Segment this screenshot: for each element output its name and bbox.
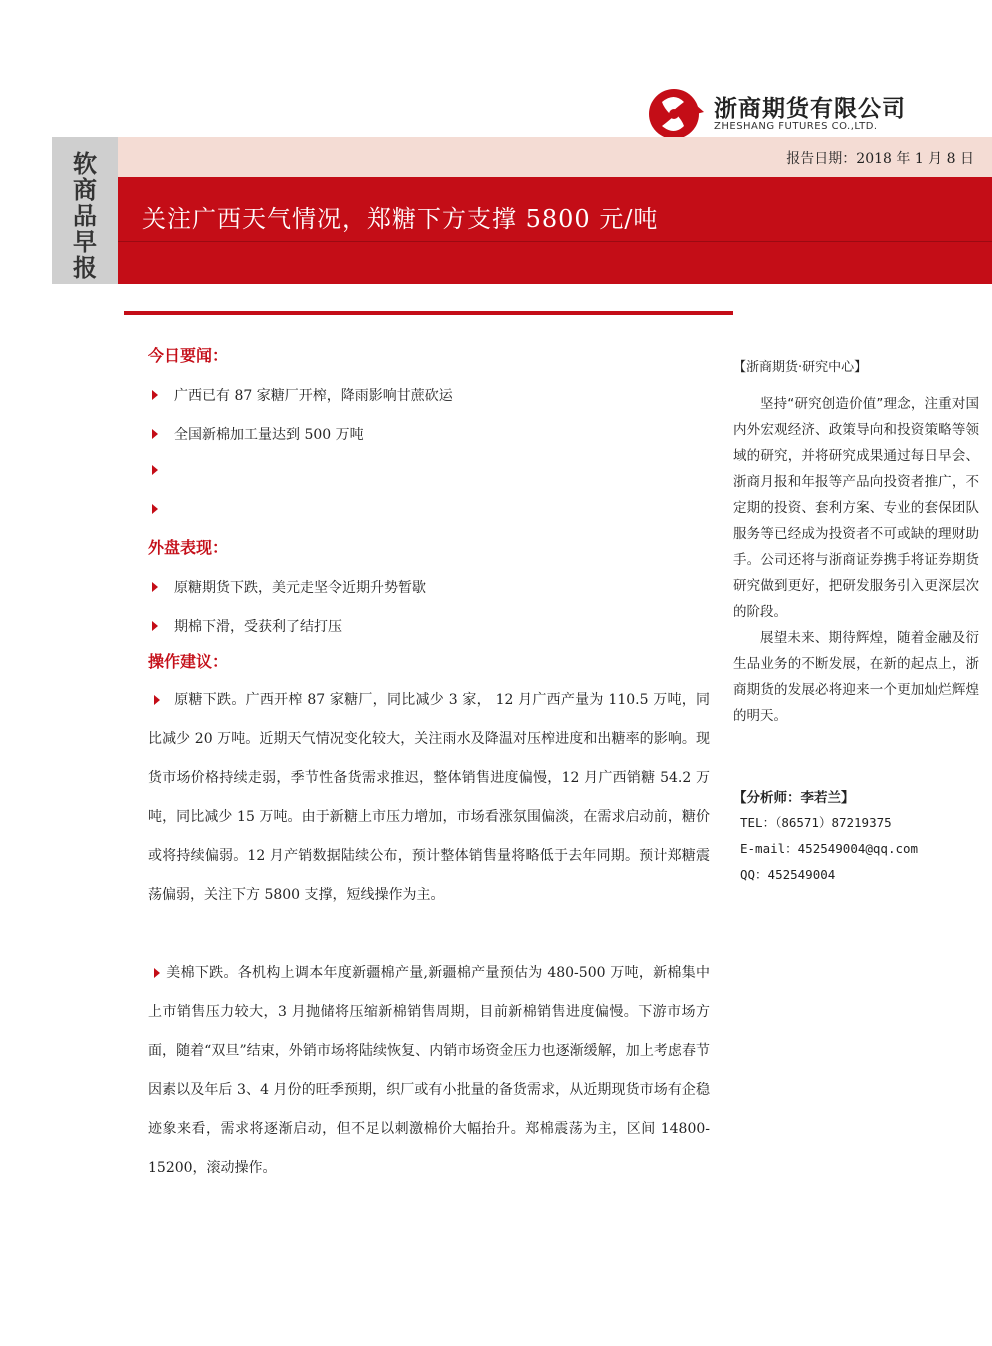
list-item bbox=[152, 502, 174, 518]
overseas-heading: 外盘表现： bbox=[148, 538, 229, 557]
list-item bbox=[152, 424, 364, 444]
overseas-item-2: 期棉下滑，受获利了结打压 bbox=[174, 619, 342, 635]
company-name-cn: 浙商期货有限公司 bbox=[714, 96, 906, 122]
advice-cotton-text: 美棉下跌。各机构上调本年度新疆棉产量,新疆棉产量预估为 480-500 万吨，新棉集中上市销售压力较大，3 月抛储将压缩新棉销售周期，目前新棉销售进度偏慢。下游市场方面，随着“双旦”结束，外销市场将陆续恢复、内销市场资金压力也逐渐缓解，加上考虑春节因素以及年后 3、4 月份的旺季预期，织厂或有小批量的备货需求，从近期现货市场有企稳迹象来看，需求将逐渐启动，但不足以刺激棉价大幅抬升。郑棉震荡为主，区间 14800-15200，滚动操作。 bbox=[148, 965, 710, 1176]
analyst-name: 【分析师：李若兰】 bbox=[733, 790, 855, 806]
bullet-icon bbox=[152, 621, 158, 631]
research-center-heading: 【浙商期货·研究中心】 bbox=[733, 360, 868, 375]
today-news-heading: 今日要闻： bbox=[148, 346, 229, 365]
news-item-1: 广西已有 87 家糖厂开榨，降雨影响甘蔗砍运 bbox=[174, 388, 453, 404]
research-center-intro bbox=[733, 391, 979, 729]
list-item bbox=[152, 385, 453, 405]
bullet-icon bbox=[154, 695, 160, 705]
overseas-item-1: 原糖期货下跌，美元走坚令近期升势暂歇 bbox=[174, 580, 426, 596]
bullet-icon bbox=[152, 582, 158, 592]
intro-paragraph-2: 展望未来、期待辉煌，随着金融及衍生品业务的不断发展，在新的起点上，浙商期货的发展必将迎来一个更加灿烂辉煌的明天。 bbox=[733, 630, 979, 724]
report-type-label: 软商品早报 bbox=[73, 150, 97, 282]
advice-cotton-paragraph bbox=[148, 954, 710, 1188]
advice-heading: 操作建议： bbox=[148, 652, 229, 671]
advice-sugar-paragraph bbox=[148, 681, 710, 915]
news-item-2: 全国新棉加工量达到 500 万吨 bbox=[174, 427, 364, 443]
analyst-qq: QQ：452549004 bbox=[740, 867, 836, 882]
list-item bbox=[152, 616, 342, 636]
bullet-icon bbox=[152, 504, 158, 514]
bullet-icon bbox=[152, 390, 158, 400]
company-logo-icon bbox=[648, 88, 708, 140]
bullet-icon bbox=[152, 465, 158, 475]
section-divider bbox=[124, 311, 733, 315]
company-name-en: ZHESHANG FUTURES CO.,LTD. bbox=[714, 121, 878, 132]
title-divider bbox=[118, 241, 992, 242]
advice-sugar-text: 原糖下跌。广西开榨 87 家糖厂，同比减少 3 家， 12 月广西产量为 110.5 万吨，同比减少 20 万吨。近期天气情况变化较大，关注雨水及降温对压榨进度和出糖率的影响。现货市场价格持续走弱，季节性备货需求推迟，整体销售进度偏慢，12 月广西销糖 54.2 万吨，同比减少 15 万吨。由于新糖上市压力增加，市场看涨氛围偏淡，在需求启动前，糖价或将持续偏弱。12 月产销数据陆续公布，预计整体销售量将略低于去年同期。预计郑糖震荡偏弱，关注下方 5800 支撑，短线操作为主。 bbox=[148, 692, 710, 903]
list-item bbox=[152, 577, 426, 597]
list-item bbox=[152, 463, 174, 479]
bullet-icon bbox=[152, 429, 158, 439]
analyst-email: E-mail：452549004@qq.com bbox=[740, 841, 919, 856]
report-type-tab bbox=[52, 137, 118, 284]
intro-paragraph-1: 坚持“研究创造价值”理念，注重对国内外宏观经济、政策导向和投资策略等领域的研究，并将研究成果通过每日早会、浙商月报和年报等产品向投资者推广，不定期的投资、套利方案、专业的套保团队服务等已经成为投资者不可或缺的理财助手。公司还将与浙商证券携手将证券期货研究做到更好，把研发服务引入更深层次的阶段。 bbox=[733, 396, 979, 620]
bullet-icon bbox=[154, 968, 160, 978]
title-band bbox=[118, 177, 992, 284]
analyst-tel: TEL：（86571）87219375 bbox=[740, 815, 892, 830]
report-date: 报告日期：2018 年 1 月 8 日 bbox=[786, 151, 974, 167]
date-band bbox=[118, 137, 992, 177]
report-title: 关注广西天气情况，郑糖下方支撑 5800 元/吨 bbox=[142, 205, 659, 233]
